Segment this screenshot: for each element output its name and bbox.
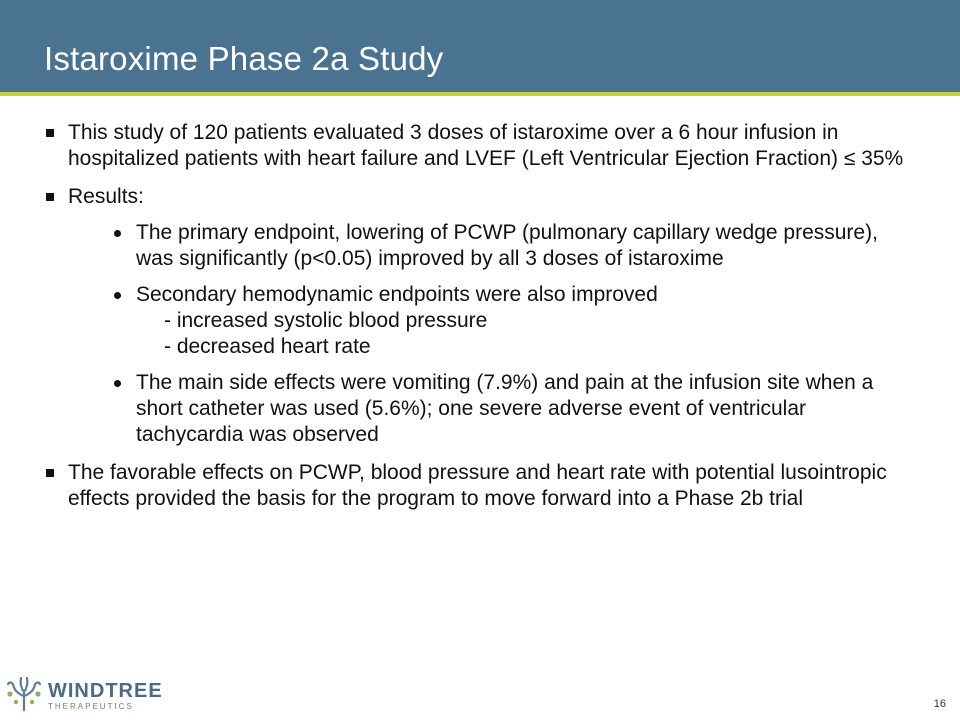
- bullet-conclusion: [44, 460, 924, 512]
- sub-bullet-primary-endpoint: [68, 220, 896, 272]
- round-bullet-icon: [114, 230, 121, 237]
- square-bullet-icon: [46, 193, 54, 201]
- sub-bullet-secondary-endpoints: [68, 282, 896, 360]
- title-bar: [0, 0, 960, 92]
- bullet-text: Results:: [68, 185, 144, 208]
- square-bullet-icon: [46, 469, 54, 477]
- sub-bullet-text: The main side effects were vomiting (7.9%) and pain at the infusion site when a short catheter was used (5.6%); one severe adverse event of ventricular tachycardia was observed: [136, 371, 874, 446]
- sub-bullet-side-effects: [68, 370, 896, 448]
- bullet-results: [44, 184, 924, 448]
- bullet-text: The favorable effects on PCWP, blood pressure and heart rate with potential lusointropic effects provided the basis for the program to move forward into a Phase 2b trial: [68, 461, 887, 510]
- logo-wordmark: WINDTREE: [48, 680, 163, 702]
- results-sub-list: [68, 220, 924, 448]
- sub-line-heart-rate: - decreased heart rate: [164, 335, 371, 358]
- page-number: 16: [933, 698, 946, 710]
- company-logo: [6, 674, 163, 714]
- tree-icon: [6, 674, 42, 712]
- logo-subtitle: THERAPEUTICS: [48, 702, 134, 711]
- sub-line-systolic: - increased systolic blood pressure: [164, 309, 488, 332]
- bullet-study-description: [44, 120, 924, 172]
- slide-title: Istaroxime Phase 2a Study: [44, 40, 444, 77]
- slide-body: [44, 120, 924, 524]
- bullet-text: This study of 120 patients evaluated 3 doses of istaroxime over a 6 hour infusion in hospitalized patients with heart failure and LVEF (Left Ventricular Ejection Fraction) ≤ 35%: [68, 121, 904, 170]
- round-bullet-icon: [114, 292, 121, 299]
- header-accent-rule: [0, 92, 960, 96]
- round-bullet-icon: [114, 380, 121, 387]
- sub-bullet-text: The primary endpoint, lowering of PCWP (pulmonary capillary wedge pressure), was significantly (p<0.05) improved by all 3 doses of istaroxime: [136, 221, 878, 270]
- sub-bullet-text: Secondary hemodynamic endpoints were also improved: [136, 283, 658, 306]
- square-bullet-icon: [46, 129, 54, 137]
